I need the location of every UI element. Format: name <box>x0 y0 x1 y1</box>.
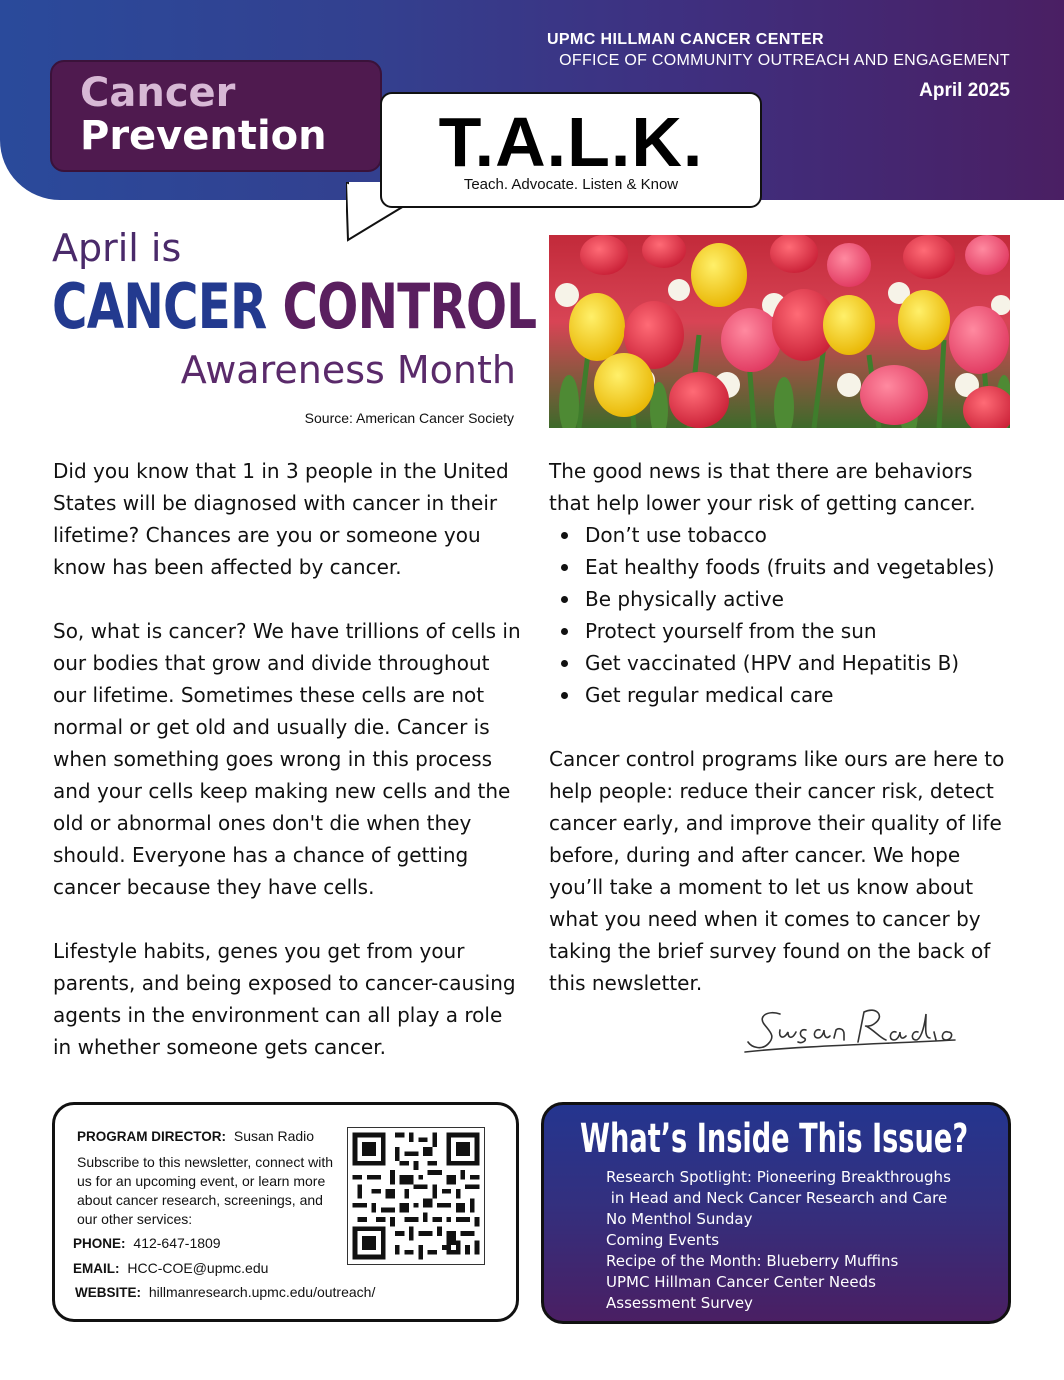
left-article-column <box>53 455 525 1095</box>
paragraph-good-news: The good news is that there are behaviors that help lower your risk of getting cancer. <box>549 459 976 515</box>
qr-code-icon[interactable] <box>347 1127 485 1265</box>
phone-row <box>73 1235 221 1251</box>
whats-inside-title: What’s Inside This Issue? <box>580 1116 969 1162</box>
website-link[interactable]: hillmanresearch.upmc.edu/outreach/ <box>148 1284 376 1300</box>
email-row <box>73 1260 268 1276</box>
program-director-label: PROGRAM DIRECTOR: <box>77 1129 227 1144</box>
whats-inside-box <box>541 1102 1011 1324</box>
program-director-name: Susan Radio <box>233 1128 315 1144</box>
talk-subtitle: Teach. Advocate. Listen & Know <box>463 176 679 193</box>
website-row <box>75 1284 375 1300</box>
issue-contents-list <box>606 1167 1006 1314</box>
paragraph-what-is-cancer: So, what is cancer? We have trillions of cells in our bodies that grow and divide throughout our lifetime. Sometimes these cells are not normal or get old and usually die. Cancer is when something goes wrong in this process and your cells keep making new cells and the old or abnormal ones don't die when they should. Everyone has a chance of getting cancer because they have cells. <box>53 619 521 899</box>
list-item: Be physically active <box>549 583 1019 615</box>
list-item: No Menthol Sunday <box>606 1210 753 1228</box>
title-word-cancer: CANCER <box>52 270 267 343</box>
list-item: Coming Events <box>606 1231 720 1249</box>
list-item: Research Spotlight: Pioneering Breakthroughs <box>606 1168 951 1186</box>
phone-label: PHONE: <box>73 1236 126 1251</box>
contact-info-box <box>52 1102 519 1322</box>
list-item: Protect yourself from the sun <box>549 615 1019 647</box>
subscribe-description: Subscribe to this newsletter, connect with us for an upcoming event, or learn more about cancer research, screenings, and our other services: <box>77 1154 334 1227</box>
program-name-word1: Cancer <box>80 70 236 116</box>
talk-title: T.A.L.K. <box>438 103 704 181</box>
paragraph-cancer-control-programs: Cancer control programs like ours are here to help people: reduce their cancer risk, detect cancer early, and improve their quality of life before, during and after cancer. We hope you’ll take a moment to let us know about what you need when it comes to cancer by taking the brief survey found on the back of this newsletter. <box>549 747 1005 995</box>
awareness-month-heading: Awareness Month <box>180 348 516 392</box>
list-item: Eat healthy foods (fruits and vegetables) <box>549 551 1019 583</box>
list-item: Get regular medical care <box>549 679 1019 711</box>
website-label: WEBSITE: <box>75 1285 141 1300</box>
org-name: UPMC HILLMAN CANCER CENTER <box>546 31 824 48</box>
cancer-control-title <box>52 262 536 352</box>
list-item: Get vaccinated (HPV and Hepatitis B) <box>549 647 1019 679</box>
program-director-row <box>77 1128 314 1144</box>
list-item: Assessment Survey <box>606 1294 753 1312</box>
list-item: UPMC Hillman Cancer Center Needs <box>606 1273 876 1291</box>
april-is-heading: April is <box>52 226 182 270</box>
signature-image <box>740 1000 960 1060</box>
program-name-box <box>50 60 382 172</box>
issue-date: April 2025 <box>919 80 1010 101</box>
office-name: OFFICE OF COMMUNITY OUTREACH AND ENGAGEMENT <box>559 52 1010 69</box>
list-item: in Head and Neck Cancer Research and Care <box>606 1189 948 1207</box>
email-label: EMAIL: <box>73 1261 120 1276</box>
phone-number: 412-647-1809 <box>133 1235 221 1251</box>
tulip-field-photo <box>549 235 1010 428</box>
list-item: Recipe of the Month: Blueberry Muffins <box>606 1252 899 1270</box>
email-address[interactable]: HCC-COE@upmc.edu <box>127 1260 269 1276</box>
list-item: Don’t use tobacco <box>549 519 1019 551</box>
paragraph-statistics: Did you know that 1 in 3 people in the United States will be diagnosed with cancer in their lifetime? Chances are you or someone you know has been affected by cancer. <box>53 459 509 579</box>
source-credit: Source: American Cancer Society <box>304 410 514 426</box>
prevention-tips-list <box>549 519 1019 711</box>
talk-speech-bubble <box>380 92 762 208</box>
program-name-word2: Prevention <box>80 113 327 159</box>
right-article-column <box>549 455 1019 1031</box>
paragraph-risk-factors: Lifestyle habits, genes you get from your parents, and being exposed to cancer-causing agents in the environment can all play a role in whether someone gets cancer. <box>53 939 516 1059</box>
title-word-control: CONTROL <box>282 270 537 343</box>
